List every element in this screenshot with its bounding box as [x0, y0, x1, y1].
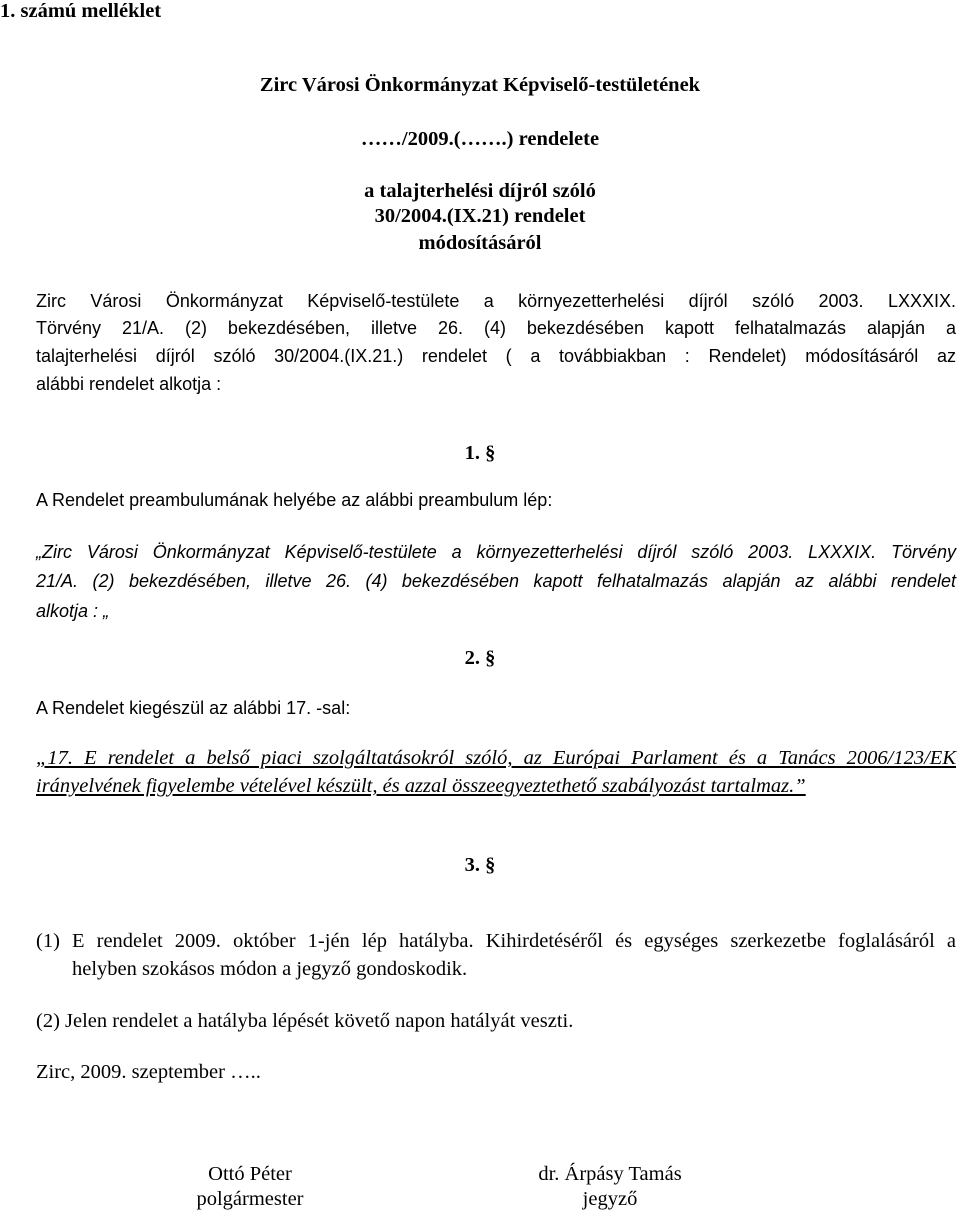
section-sign-icon: §: [485, 854, 496, 876]
section-3-heading: 3. §: [464, 854, 496, 876]
signature-left-title: polgármester: [196, 1188, 304, 1210]
section-sign-icon: §: [485, 442, 496, 464]
section-3-paragraph-1-line-2: helyben szokásos módon a jegyző gondoskodik.: [72, 958, 468, 980]
annex-label: 1. számú melléklet: [0, 0, 162, 22]
section-1-intro: A Rendelet preambulumának helyébe az alábbi preambulum lép:: [36, 490, 553, 510]
council-title: Zirc Városi Önkormányzat Képviselő-testületének: [259, 74, 701, 96]
decree-subject-line-3: módosításáról: [418, 232, 542, 254]
section-1-quote-line-1: „Zirc Városi Önkormányzat Képviselő-testülete a környezetterhelési díjról szóló 2003. LXXXIX. Törvény: [36, 542, 956, 562]
preamble-line-3: talajterhelési díjról szóló 30/2004.(IX.21.) rendelet ( a továbbiakban : Rendelet) módosításáról az: [36, 346, 956, 366]
section-1-heading: 1. §: [464, 442, 496, 464]
preamble-line-2: Törvény 21/A. (2) bekezdésében, illetve 26. (4) bekezdésében kapott felhatalmazás alapján a: [36, 318, 956, 338]
signature-left-name: Ottó Péter: [208, 1163, 292, 1185]
section-3-paragraph-1-line-1: (1) E rendelet 2009. október 1-jén lép hatályba. Kihirdetéséről és egységes szerkezetbe foglalásáról a: [36, 930, 956, 952]
section-sign-icon: §: [485, 647, 496, 669]
decree-number: ……/2009.(…….) rendelete: [360, 128, 600, 150]
section-1-quote-line-3: alkotja : „: [36, 601, 110, 621]
signature-right-title: jegyző: [582, 1188, 638, 1210]
section-2-heading: 2. §: [464, 647, 496, 669]
section-2-quote-line-1: „17. E rendelet a belső piaci szolgáltatásokról szóló, az Európai Parlament és a Tanács 2006/123/EK: [36, 747, 956, 769]
section-2-quote-line-2: irányelvének figyelembe vételével készült, és azzal összeegyeztethető szabályozást tartalmaz.”: [36, 775, 806, 797]
decree-subject-line-1: a talajterhelési díjról szóló: [364, 180, 596, 202]
decree-subject-line-2: 30/2004.(IX.21) rendelet: [374, 205, 586, 227]
section-3-paragraph-2: (2) Jelen rendelet a hatályba lépését követő napon hatályát veszti.: [36, 1010, 574, 1032]
section-1-quote-line-2: 21/A. (2) bekezdésében, illetve 26. (4) bekezdésében kapott felhatalmazás alapján az alábbi rendelet: [36, 571, 956, 591]
section-2-intro: A Rendelet kiegészül az alábbi 17. -sal:: [36, 698, 351, 718]
signature-right-name: dr. Árpásy Tamás: [538, 1163, 682, 1185]
preamble-line-1: Zirc Városi Önkormányzat Képviselő-testülete a környezetterhelési díjról szóló 2003. LXXXIX.: [36, 291, 956, 311]
preamble-line-4: alábbi rendelet alkotja :: [36, 374, 222, 394]
place-date: Zirc, 2009. szeptember …..: [36, 1061, 261, 1083]
